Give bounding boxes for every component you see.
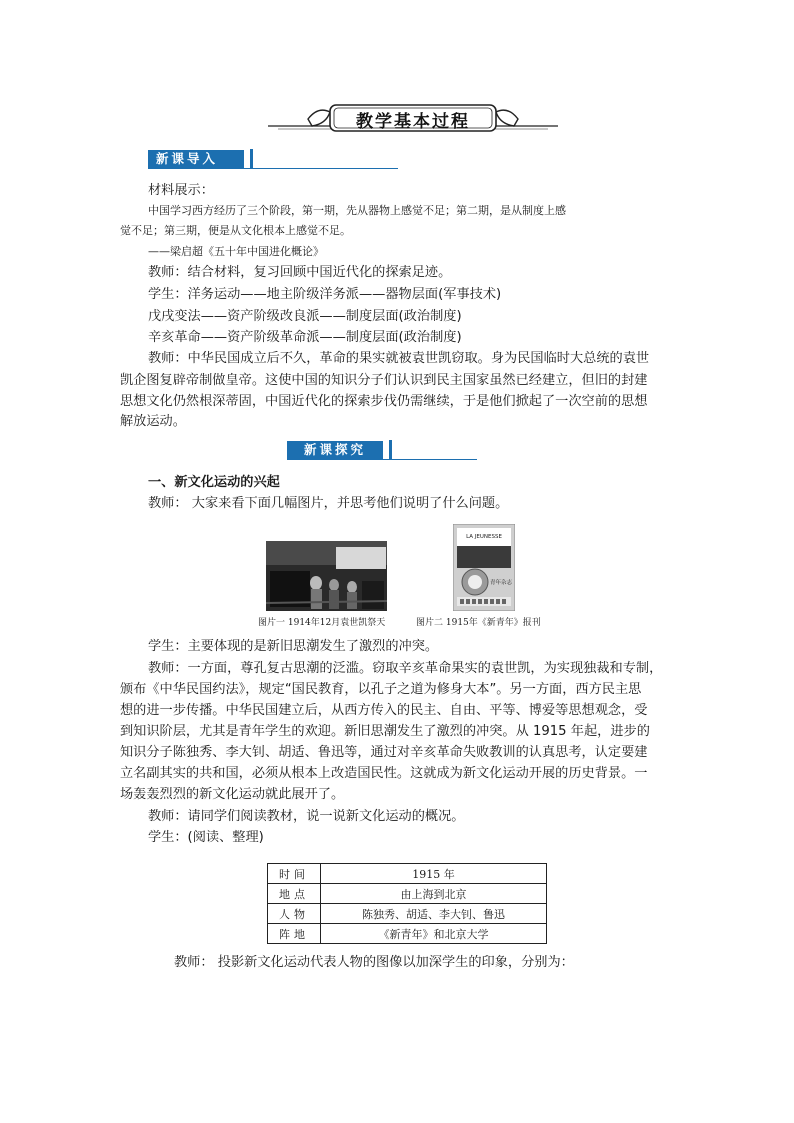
section-header-explore: 新课探究	[287, 441, 383, 459]
paragraph: 知识分子陈独秀、李大钊、胡适、鲁迅等，通过对辛亥革命失败教训的认真思考，认定要建	[120, 745, 648, 760]
table-row	[268, 924, 547, 944]
paragraph: 戊戌变法——资产阶级改良派——制度层面(政治制度)	[148, 309, 462, 324]
table-key: 地点	[268, 884, 321, 904]
photo-ceremony	[266, 541, 387, 611]
paragraph: 学生：主要体现的是新旧思潮发生了激烈的冲突。	[148, 639, 439, 654]
paragraph: 教师：一方面，尊孔复古思潮的泛滥。窃取辛亥革命果实的袁世凯，为实现独裁和专制，	[148, 661, 663, 676]
paragraph: 学生：(阅读、整理)	[148, 830, 264, 845]
caption-picture-two: 图片二 1915年《新青年》报刊	[416, 618, 541, 628]
paragraph: 到知识阶层，尤其是青年学生的欢迎。新旧思潮发生了激烈的冲突。从 1915 年起，进步的	[120, 724, 650, 739]
section-header-underline	[148, 168, 398, 169]
movement-info-table	[267, 863, 547, 944]
table-key: 时间	[268, 864, 321, 884]
subsection-heading: 一、新文化运动的兴起	[148, 475, 280, 490]
table-row	[268, 884, 547, 904]
paragraph: 教师：中华民国成立后不久，革命的果实就被袁世凯窃取。身为民国临时大总统的袁世	[148, 351, 650, 366]
paragraph: 解放运动。	[120, 414, 186, 429]
paragraph: 学生：洋务运动——地主阶级洋务派——器物层面(军事技术)	[148, 287, 502, 302]
paragraph: 教师： 大家来看下面几幅图片，并思考他们说明了什么问题。	[148, 496, 509, 511]
quote-source: ——梁启超《五十年中国进化概论》	[148, 245, 324, 258]
table-value: 陈独秀、胡适、李大钊、鲁迅	[321, 904, 547, 924]
table-value: 1915 年	[321, 864, 547, 884]
paragraph: 凯企图复辟帝制做皇帝。这使中国的知识分子们认识到民主国家虽然已经建立，但旧的封建	[120, 373, 648, 388]
magazine-name-text: 青年杂志	[489, 580, 513, 586]
caption-picture-one: 图片一 1914年12月袁世凯祭天	[258, 618, 386, 628]
table-row	[268, 904, 547, 924]
table-key: 阵地	[268, 924, 321, 944]
photo-magazine-cover	[453, 524, 515, 611]
magazine-title-text: LA JEUNESSE	[466, 534, 502, 540]
section-header-bar	[250, 149, 253, 169]
material-label: 材料展示：	[148, 183, 214, 198]
paragraph: 颁布《中华民国约法》，规定“国民教育，以孔子之道为修身大本”。另一方面，西方民主思	[120, 682, 642, 697]
quote-line: 中国学习西方经历了三个阶段，第一期，先从器物上感觉不足；第二期，是从制度上感	[148, 204, 566, 217]
paragraph: 教师：结合材料，复习回顾中国近代化的探索足迹。	[148, 265, 452, 280]
paragraph: 辛亥革命——资产阶级革命派——制度层面(政治制度)	[148, 330, 462, 345]
section-header-underline	[287, 459, 477, 460]
table-value: 《新青年》和北京大学	[321, 924, 547, 944]
paragraph: 想的进一步传播。中华民国建立后，从西方传入的民主、自由、平等、博爱等思想观念，受	[120, 703, 648, 718]
quote-line: 觉不足；第三期，便是从文化根本上感觉不足。	[120, 224, 351, 237]
paragraph: 教师：请同学们阅读教材，说一说新文化运动的概况。	[148, 809, 465, 824]
section-banner	[268, 102, 558, 136]
paragraph: 立名副其实的共和国，必须从根本上改造国民性。这就成为新文化运动开展的历史背景。一	[120, 766, 648, 781]
paragraph: 思想文化仍然根深蒂固，中国近代化的探索步伐仍需继续，于是他们掀起了一次空前的思想	[120, 394, 648, 409]
paragraph: 场轰轰烈烈的新文化运动就此展开了。	[120, 787, 345, 802]
table-row	[268, 864, 547, 884]
table-value: 由上海到北京	[321, 884, 547, 904]
banner-title: 教学基本过程	[356, 112, 470, 132]
table-key: 人物	[268, 904, 321, 924]
section-header-intro: 新课导入	[148, 150, 244, 168]
section-header-bar	[389, 440, 392, 460]
paragraph: 教师： 投影新文化运动代表人物的图像以加深学生的印象，分别为：	[174, 955, 574, 970]
